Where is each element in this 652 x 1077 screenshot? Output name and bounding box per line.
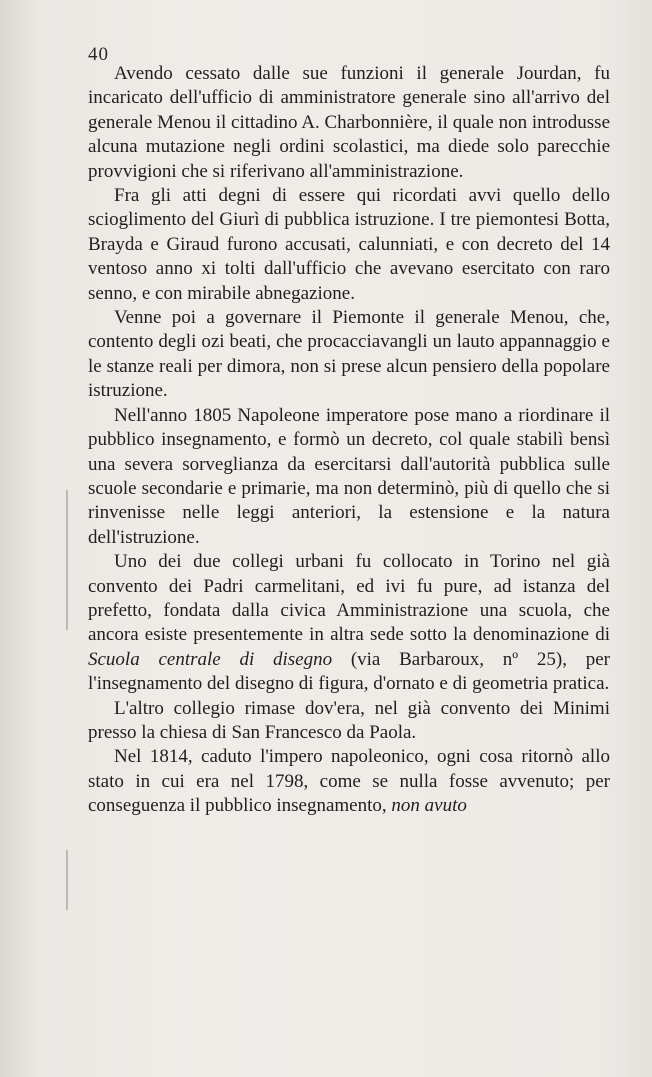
paragraph: L'altro collegio rimase dov'era, nel già convento dei Minimi presso la chiesa di San Francesco da Paola. (88, 697, 610, 743)
paragraph (88, 745, 610, 818)
paragraph: Venne poi a governare il Piemonte il generale Menou, che, contento degli ozi beati, che procacciavangli un lauto appannaggio e le stanze reali per dimora, non si prese alcun pensiero della popolare istruzione. (88, 307, 610, 402)
paragraph (88, 550, 610, 696)
paragraph: Avendo cessato dalle sue funzioni il generale Jourdan, fu incaricato dell'ufficio di amministratore generale sino all'arrivo del generale Menou il cittadino A. Charbonnière, il quale non introdusse alcuna mutazione negli ordini scolastici, ma diede solo parecchie provvigioni che si riferivano all'amministrazione. (88, 63, 610, 182)
paragraph: Nell'anno 1805 Napoleone imperatore pose mano a riordinare il pubblico insegnamento, e formò un decreto, col quale stabilì bensì una severa sorveglianza da esercitarsi dall'autorità pubblica sulle scuole secondarie e primarie, ma non determinò, più di quello che si rinvenisse nelle leggi anteriori, la estensione e la natura dell'istruzione. (88, 404, 610, 548)
paragraph: Fra gli atti degni di essere qui ricordati avvi quello dello scioglimento del Giurì di pubblica istruzione. I tre piemontesi Botta, Brayda e Giraud furono accusati, calunniati, e con decreto del 14 ventoso anno xi tolti dall'ufficio che avevano esercitato con raro senno, e con mirabile abnegazione. (88, 185, 610, 304)
paragraph-text: Uno dei due collegi urbani fu collocato in Torino nel già convento dei Padri carmelitani, ed ivi fu pure, ad istanza del prefetto, fondata dalla civica Amministrazione una scuola, che ancora esiste presentemente in altra sede sotto la denominazione di (88, 551, 610, 646)
paragraph-italic-text: Scuola centrale di disegno (88, 648, 333, 670)
paragraph-text: Nel 1814, caduto l'impero napoleonico, ogni cosa ritornò allo stato in cui era nel 1798, come se nulla fosse avvenuto; per conseguenza il pubblico insegnamento, (88, 746, 610, 817)
paragraph-text: (via Barbaroux, nº 25), per l'insegnamento del disegno di figura, d'ornato e di geometria pratica. (88, 648, 610, 695)
paragraph-italic-text: non avuto (391, 795, 467, 817)
body-text (88, 62, 610, 819)
margin-pencil-mark (66, 850, 68, 910)
page-number: 40 (88, 44, 109, 65)
margin-pencil-mark (66, 490, 68, 630)
